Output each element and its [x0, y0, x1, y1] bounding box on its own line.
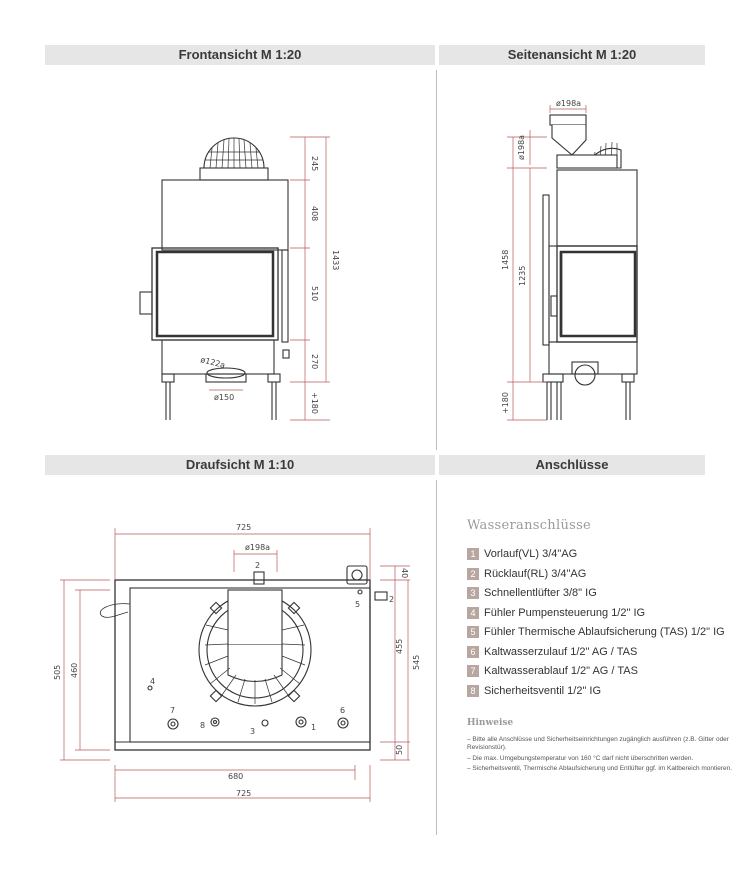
top-label-7: 7: [170, 706, 176, 715]
connection-item-5: 5 Fühler Thermische Ablaufsicherung (TAS) 1/2" IG: [467, 625, 737, 639]
water-connections-title: Wasseranschlüsse: [467, 518, 592, 533]
side-dim-180: +180: [501, 392, 510, 414]
top-label-2-side: 2: [389, 595, 395, 604]
note-3: – Sicherheitsventil, Thermische Ablaufsicherung und Entlüfter ggf. im Kaltbereich montieren.: [467, 765, 733, 772]
front-view-drawing: [0, 0, 436, 450]
side-dim-198-top: ø198a: [556, 99, 582, 108]
top-dim-460: 460: [70, 662, 79, 678]
top-label-3: 3: [250, 727, 256, 736]
notes-title: Hinweise: [467, 717, 514, 728]
connection-item-3: 3 Schnellentlüfter 3/8" IG: [467, 586, 737, 600]
header-seitenansicht: Seitenansicht M 1:20: [439, 45, 705, 65]
header-draufsicht: Draufsicht M 1:10: [45, 455, 435, 475]
front-dim-270: 270: [310, 354, 319, 370]
top-dim-505: 505: [53, 664, 62, 680]
separator-bottom: [436, 480, 437, 835]
top-label-4: 4: [150, 677, 156, 686]
top-dim-545: 545: [412, 654, 421, 670]
side-dim-1235: 1235: [518, 265, 527, 286]
side-dim-1458: 1458: [501, 249, 510, 270]
connection-item-2: 2 Rücklauf(RL) 3/4"AG: [467, 567, 737, 581]
top-view-drawing: [0, 480, 436, 830]
top-dim-680: 680: [228, 772, 244, 781]
front-dim-510: 510: [310, 286, 319, 302]
front-dim-122: ø122a: [199, 355, 227, 371]
note-1: – Bitte alle Anschlüsse und Sicherheitseinrichtungen zugänglich ausführen (z.B. Gitter oder Revisionstür).: [467, 735, 729, 751]
header-frontansicht: Frontansicht M 1:20: [45, 45, 435, 65]
connection-item-6: 6 Kaltwasserzulauf 1/2" AG / TAS: [467, 645, 737, 659]
top-label-2-top: 2: [255, 561, 261, 570]
connection-item-4: 4 Fühler Pumpensteuerung 1/2" IG: [467, 606, 737, 620]
connections-panel: [467, 518, 737, 776]
front-dim-245: 245: [310, 156, 319, 172]
top-dim-455: 455: [395, 638, 404, 654]
front-dim-408: 408: [310, 206, 319, 222]
top-label-1: 1: [311, 723, 317, 732]
connection-item-8: 8 Sicherheitsventil 1/2" IG: [467, 684, 737, 698]
top-label-8: 8: [200, 721, 206, 730]
connection-item-7: 7 Kaltwasserablauf 1/2" AG / TAS: [467, 664, 737, 678]
header-anschluesse: Anschlüsse: [439, 455, 705, 475]
top-dim-725-top: 725: [236, 523, 252, 532]
top-label-5: 5: [355, 600, 361, 609]
top-label-6: 6: [340, 706, 346, 715]
top-dim-50: 50: [395, 744, 404, 755]
note-2: – Die max. Umgebungstemperatur von 160 °C darf nicht überschritten werden.: [467, 754, 694, 762]
top-dim-725-bottom: 725: [236, 789, 252, 798]
front-dim-180: +180: [310, 392, 319, 414]
top-dim-40: 40: [400, 568, 409, 579]
connection-item-1: 1 Vorlauf(VL) 3/4"AG: [467, 547, 737, 561]
side-view-drawing: [437, 0, 750, 450]
top-dim-198: ø198a: [245, 543, 271, 552]
front-dim-150: ø150: [214, 393, 235, 402]
front-dim-1433: 1433: [331, 250, 340, 271]
side-dim-198-side: ø198a: [517, 134, 526, 160]
